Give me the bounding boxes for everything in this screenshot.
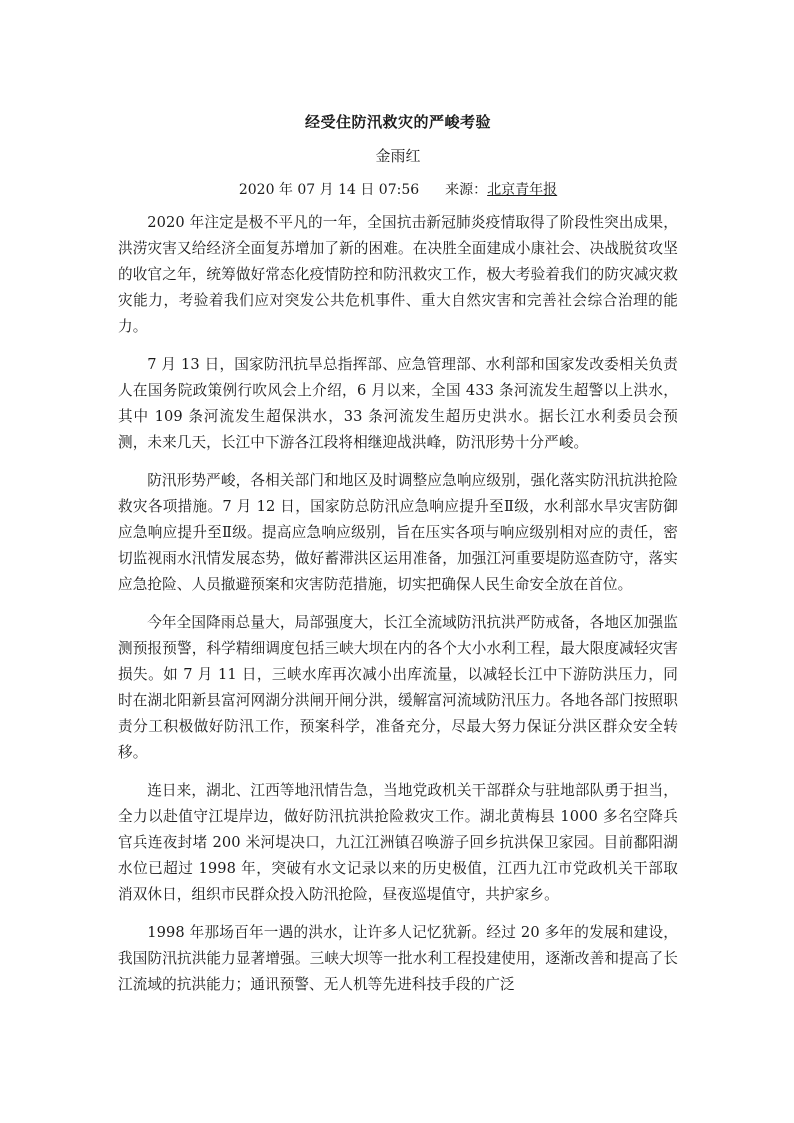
article-body	[118, 210, 678, 998]
source-link[interactable]: 北京青年报	[487, 182, 558, 198]
paragraph-6: 1998 年那场百年一遇的洪水，让许多人记忆犹新。经过 20 多年的发展和建设，我国防汛抗洪能力显著增强。三峡大坝等一批水利工程投建使用，逐渐改善和提高了长江流域的抗洪能力；通讯预警、无人机等先进科技手段的广泛	[118, 924, 678, 993]
paragraph-2: 7 月 13 日，国家防汛抗旱总指挥部、应急管理部、水利部和国家发改委相关负责人在国务院政策例行吹风会上介绍，6 月以来，全国 433 条河流发生超警以上洪水，其中 109 条河流发生超保洪水，33 条河流发生超历史洪水。据长江水利委员会预测，未来几天，长江中下游各江段将相继迎战洪峰，防汛形势十分严峻。	[118, 356, 678, 451]
paragraph-4: 今年全国降雨总量大，局部强度大，长江全流域防汛抗洪严防戒备，各地区加强监测预报预警，科学精细调度包括三峡大坝在内的各个大小水利工程，最大限度减轻灾害损失。如 7 月 11 日，三峡水库再次减小出库流量，以减轻长江中下游防洪压力，同时在湖北阳新县富河网湖分洪闸开闸分洪，缓解富河流域防汛压力。各地各部门按照职责分工积极做好防汛工作，预案科学，准备充分，尽最大努力保证分洪区群众安全转移。	[118, 614, 678, 761]
paragraph-3: 防汛形势严峻，各相关部门和地区及时调整应急响应级别，强化落实防汛抗洪抢险救灾各项措施。7 月 12 日，国家防总防汛应急响应提升至Ⅱ级，水利部水旱灾害防御应急响应提升至Ⅱ级。提高应急响应级别，旨在压实各项与响应级别相对应的责任，密切监视雨水汛情发展态势，做好蓄滞洪区运用准备，加强江河重要堤防巡查防守，落实应急抢险、人员撤避预案和灾害防范措施，切实把确保人民生命安全放在首位。	[118, 472, 678, 593]
article	[118, 112, 678, 1010]
article-title: 经受住防汛救灾的严峻考验	[304, 113, 491, 131]
article-author: 金雨红	[375, 147, 421, 165]
paragraph-5: 连日来，湖北、江西等地汛情告急，当地党政机关干部群众与驻地部队勇于担当，全力以赴值守江堤岸边，做好防汛抗洪抢险救灾工作。湖北黄梅县 1000 多名空降兵官兵连夜封堵 200 米河堤决口，九江江洲镇召唤游子回乡抗洪保卫家园。目前鄱阳湖水位已超过 1998 年，突破有水文记录以来的历史极值，江西九江市党政机关干部取消双休日，组织市民群众投入防汛抢险，昼夜巡堤值守，共护家乡。	[118, 782, 678, 903]
source-label: 来源：	[445, 182, 488, 198]
article-meta	[118, 180, 678, 200]
paragraph-1: 2020 年注定是极不平凡的一年，全国抗击新冠肺炎疫情取得了阶段性突出成果，洪涝灾害又给经济全面复苏增加了新的困难。在决胜全面建成小康社会、决战脱贫攻坚的收官之年，统筹做好常态化疫情防控和防汛救灾工作，极大考验着我们的防灾减灾救灾能力，考验着我们应对突发公共危机事件、重大自然灾害和完善社会综合治理的能力。	[118, 214, 678, 335]
publish-datetime: 2020 年 07 月 14 日 07:56	[238, 182, 420, 198]
